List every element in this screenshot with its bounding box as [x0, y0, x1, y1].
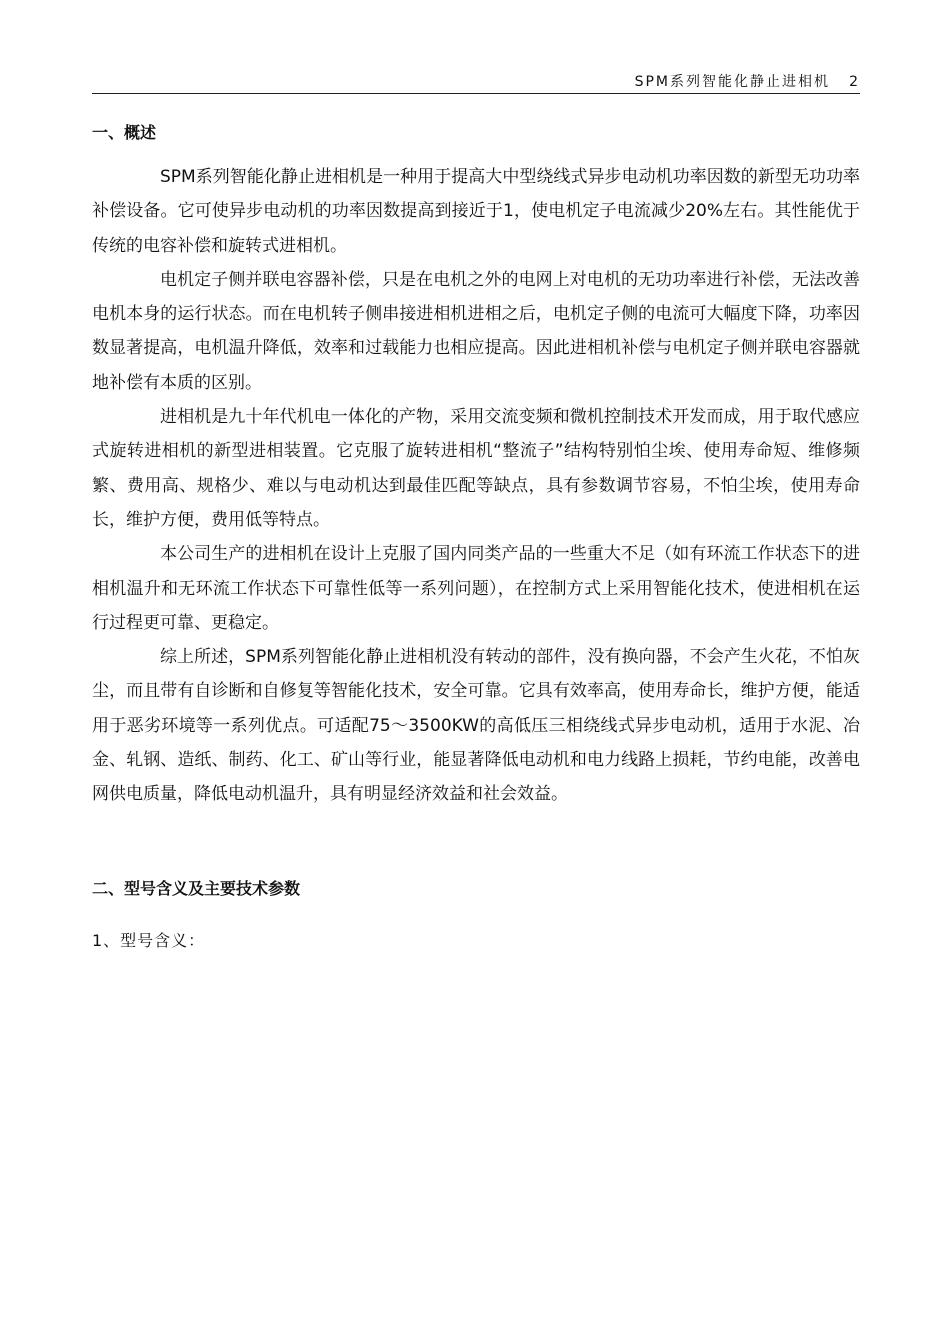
paragraph: 综上所述，SPM系列智能化静止进相机没有转动的部件，没有换向器，不会产生火花，不怕灰尘，而且带有自诊断和自修复等智能化技术，安全可靠。它具有效率高，使用寿命长，维护方便，能适用于恶劣环境等一系列优点。可适配75～3500KW的高低压三相绕线式异步电动机，适用于水泥、冶金、轧钢、造纸、制药、化工、矿山等行业，能显著降低电动机和电力线路上损耗，节约电能，改善电网供电质量，降低电动机温升，具有明显经济效益和社会效益。: [92, 647, 860, 805]
paragraph: 电机定子侧并联电容器补偿，只是在电机之外的电网上对电机的无功功率进行补偿，无法改善电机本身的运行状态。而在电机转子侧串接进相机进相之后，电机定子侧的电流可大幅度下降，功率因数显著提高，电机温升降低，效率和过载能力也相应提高。因此进相机补偿与电机定子侧并联电容器就地补偿有本质的区别。: [92, 269, 860, 393]
paragraph: SPM系列智能化静止进相机是一种用于提高大中型绕线式异步电动机功率因数的新型无功功率补偿设备。它可使异步电动机的功率因数提高到接近于1，使电机定子电流减少20%左右。其性能优于传统的电容补偿和旋转式进相机。: [92, 167, 860, 256]
section-spacer: [92, 812, 860, 874]
header-title: SPM系列智能化静止进相机: [634, 74, 830, 90]
paragraph: 本公司生产的进相机在设计上克服了国内同类产品的一些重大不足（如有环流工作状态下的进相机温升和无环流工作状态下可靠性低等一系列问题），在控制方式上采用智能化技术，使进相机在运行过程更可靠、更稳定。: [92, 544, 860, 633]
page-header: [92, 73, 860, 94]
document-body: [92, 118, 860, 956]
section-heading-model: 二、型号含义及主要技术参数: [92, 878, 301, 898]
subheading-model-meaning: 1、型号含义：: [92, 930, 206, 950]
section-heading-overview: 一、概述: [92, 123, 157, 142]
paragraph: 进相机是九十年代机电一体化的产物，采用交流变频和微机控制技术开发而成，用于取代感应式旋转进相机的新型进相装置。它克服了旋转进相机“整流子”结构特别怕尘埃、使用寿命短、维修频繁、费用高、规格少、难以与电动机达到最佳匹配等缺点，具有参数调节容易，不怕尘埃，使用寿命长，维护方便，费用低等特点。: [92, 407, 860, 530]
page-number: 2: [849, 74, 858, 90]
